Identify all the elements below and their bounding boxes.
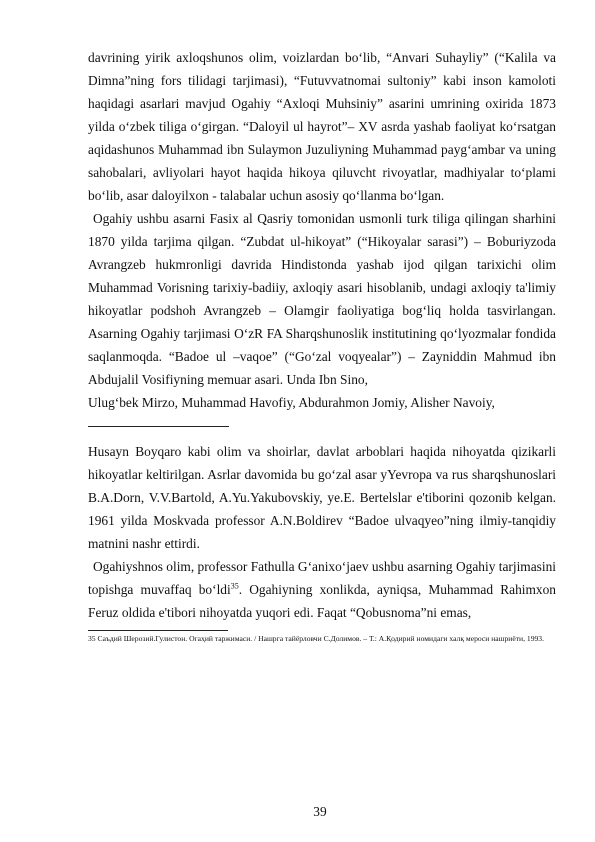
divider bbox=[88, 426, 229, 427]
paragraph-text: . Ogahiyning xonlikda, ayniqsa, Muhammad Rahimxon Feruz oldida e'tibori nihoyatda yuqori edi. Faqat “Qobusnoma”ni emas, bbox=[88, 582, 557, 620]
paragraph-text: Ogahiyshnos olim, professor Fathulla G‘anixo‘jaev ushbu asarning Ogahiy tarjimasini topishga muvaffaq bo‘ldi bbox=[88, 559, 557, 597]
footnote bbox=[88, 633, 556, 644]
paragraph bbox=[88, 555, 556, 624]
paragraph: Ulug‘bek Mirzo, Muhammad Havofiy, Abdurahmon Jomiy, Alisher Navoiy, bbox=[88, 395, 495, 410]
footnote-divider bbox=[88, 630, 228, 631]
paragraph: Husayn Boyqaro kabi olim va shoirlar, davlat arboblari haqida nihoyatda qizikarli hikoyatlar keltirilgan. Asrlar davomida bu go‘zal asar yYevropa va rus sharqshunoslari B.A.Dorn, V.V.Bartold, A.Yu.Yakubovskiy, ye.E. Bertelslar e'tiborini qozonib kelgan. 1961 yilda Moskvada professor A.N.Boldirev “Badoe ulvaqyeo”ning ilmiy-tanqidiy matnini nashr ettirdi. bbox=[88, 444, 556, 551]
footnote-ref[interactable]: 35 bbox=[230, 581, 239, 591]
footnote-text: Саъдий Шерозий.Гулистон. Огаҳий таржимаси. / Нашрга тайёрловчи С.Долимов. – Т.: А.Қодирий номидаги халқ мероси нашриёти, 1993. bbox=[97, 634, 544, 643]
page-number: 39 bbox=[313, 804, 327, 819]
page-body bbox=[88, 46, 556, 644]
paragraph: Ogahiy ushbu asarni Fasix al Qasriy tomonidan usmonli turk tiliga qilingan sharhini 1870 yilda tarjima qilgan. “Zubdat ul-hikoyat” (“Hikoyalar sarasi”) – Boburiyzoda Avrangzeb hukmronligi davrida Hindistonda yashab ijod qilgan tarixichi olim Muhammad Vorisning tarixiy-badiiy, axloqiy asari hisoblanib, undagi axloqiy ta'limiy hikoyatlar podshoh Avrangzeb – Olamgir faoliyatiga bog‘liq holda tasvirlangan. Asarning Ogahiy tarjimasi O‘zR FA Sharqshunoslik institutining qo‘lyozmalar fondida saqlanmoqda. “Badoe ul –vaqoe” (“Go‘zal voqyealar”) – Zayniddin Mahmud ibn Abdujalil Vosifiyning memuar asari. Unda Ibn Sino, bbox=[88, 211, 556, 387]
footnote-number: 35 bbox=[88, 634, 96, 643]
paragraph: davrining yirik axloqshunos olim, voizlardan bo‘lib, “Anvari Suhayliy” (“Kalila va Dimna”ning fors tilidagi tarjimasi), “Futuvvatnomai sultoniy” kabi inson kamoloti haqidagi asarlari mavjud Ogahiy “Axloqi Muhsiniy” asarini umrining oxirida 1873 yilda o‘zbek tiliga o‘girgan. “Daloyil ul hayrot”– XV asrda yashab faoliyat ko‘rsatgan aqidashunos Muhammad ibn Sulaymon Juzuliyning Muhammad payg‘ambar va uning sahobalari, avliyolari hayot haqida hikoya qiluvcht rivoyatlar, madhiyalar to‘plami bo‘lib, asar daloyilxon - talabalar uchun asosiy qo‘llanma bo‘lgan. bbox=[88, 50, 556, 203]
